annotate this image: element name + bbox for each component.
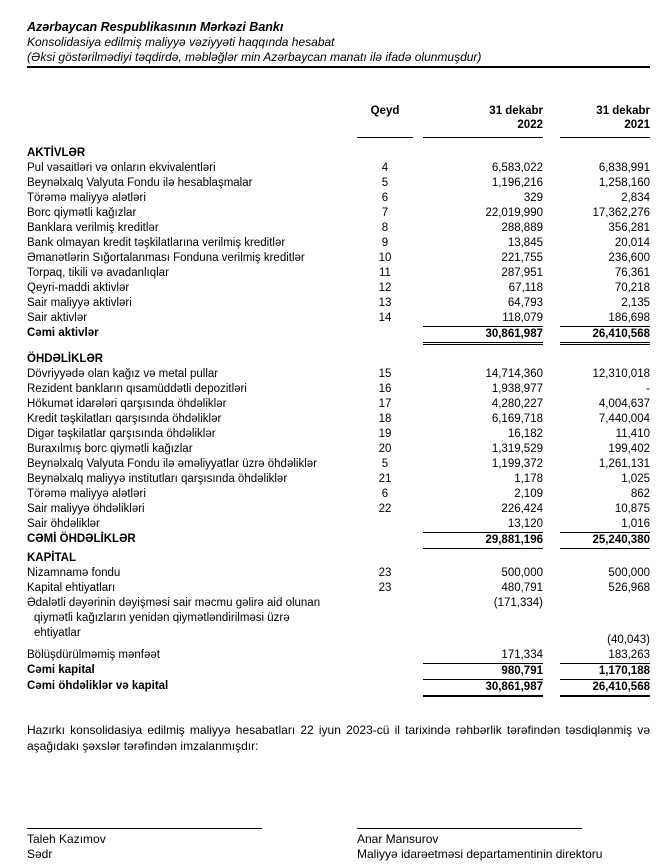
total-row (27, 663, 650, 679)
row-value-2021: 70,218 (614, 282, 650, 294)
row-value-2021: 11,410 (615, 428, 650, 440)
row-value-2022: 287,951 (501, 267, 543, 279)
total-row (27, 326, 650, 345)
column-header-2022-line2: 2022 (517, 119, 543, 131)
table-row (27, 596, 650, 648)
row-note: 14 (378, 312, 392, 324)
row-label: Nizamnamə fondu (27, 567, 121, 579)
table-row (27, 176, 650, 191)
signer-name: Anar Mansurov (357, 832, 439, 846)
row-note: 21 (378, 473, 392, 485)
table-column-headers (27, 104, 650, 138)
row-value-2021: 199,402 (608, 443, 650, 455)
row-note: 19 (378, 428, 392, 440)
row-value-2022: 30,861,987 (423, 679, 543, 697)
signature-line (27, 828, 262, 829)
statement-subtitle: Konsolidasiya edilmiş maliyyə vəziyyəti haqqında hesabat (27, 35, 335, 49)
table-row (27, 382, 650, 397)
row-value-2021: 186,698 (608, 312, 650, 324)
row-value-2021: 1,025 (621, 473, 650, 485)
row-label: Pul vəsaitləri və onların ekvivalentləri (27, 162, 216, 174)
row-label: Əmanətlərin Sığortalanması Fonduna verilmiş kreditlər (27, 252, 305, 264)
row-note: 15 (378, 368, 392, 380)
row-value-2022: 22,019,990 (485, 207, 543, 219)
signer-name: Taleh Kazımov (27, 832, 106, 846)
section-header-row (27, 146, 650, 161)
row-label: Dövriyyədə olan kağız və metal pullar (27, 368, 219, 380)
row-label: Hökumət idarələri qarşısında öhdəliklər (27, 398, 227, 410)
table-row (27, 472, 650, 487)
row-label: Banklara verilmiş kreditlər (27, 222, 159, 234)
table-row (27, 311, 650, 326)
table-row (27, 412, 650, 427)
row-value-2022: 13,845 (507, 237, 543, 249)
row-value-2021: 76,361 (614, 267, 650, 279)
table-row (27, 236, 650, 251)
row-value-2021: 10,875 (614, 503, 650, 515)
row-note: 5 (381, 458, 389, 470)
row-value-2021: - (646, 383, 650, 395)
row-note: 11 (379, 267, 391, 279)
row-note: 17 (378, 398, 392, 410)
row-note: 8 (381, 222, 389, 234)
row-label: Cəmi öhdəliklər və kapital (27, 680, 169, 692)
row-value-2021: 1,258,160 (598, 177, 650, 189)
row-label: Cəmi kapital (27, 664, 95, 676)
row-value-2022: 226,424 (501, 503, 543, 515)
row-label: Kapital ehtiyatları (27, 582, 116, 594)
row-value-2021: 1,016 (621, 518, 650, 530)
row-value-2022: 67,118 (508, 282, 543, 294)
row-value-2021: 862 (630, 488, 650, 500)
row-note: 13 (378, 297, 392, 309)
row-label: Kredit təşkilatları qarşısında öhdəliklər (27, 413, 222, 425)
row-label: Sair aktivlər (27, 312, 88, 324)
row-value-2022: 30,861,987 (423, 326, 543, 345)
signature-line (357, 828, 582, 829)
row-note: 22 (378, 503, 392, 515)
section-title: AKTİVLƏR (27, 147, 86, 159)
row-note: 23 (378, 567, 392, 579)
row-value-2022: 6,169,718 (491, 413, 543, 425)
table-row (27, 191, 650, 206)
row-value-2022: 329 (523, 192, 543, 204)
row-value-2021: 17,362,276 (592, 207, 650, 219)
section-header-row (27, 551, 650, 566)
column-header-2021 (560, 104, 650, 138)
row-value-2022: 1,178 (514, 473, 543, 485)
row-value-2021: 12,310,018 (592, 368, 650, 380)
row-label: Bölüşdürülməmiş mənfəət (27, 649, 160, 661)
row-value-2021: 183,263 (608, 649, 650, 661)
column-header-2022 (423, 104, 543, 138)
signature-finance-director (357, 828, 650, 862)
signer-title: Maliyyə idarəetməsi departamentinin direktoru (357, 847, 603, 861)
row-label: Bank olmayan kredit təşkilatlarına verilmiş kreditlər (27, 237, 286, 249)
row-value-2021: 1,170,188 (560, 663, 650, 679)
column-header-2021-line2: 2021 (624, 119, 650, 131)
row-note: 5 (381, 177, 389, 189)
row-note: 10 (378, 252, 392, 264)
row-value-2022: 16,182 (507, 428, 543, 440)
row-value-2022: 2,109 (514, 488, 543, 500)
row-value-2022: 288,889 (501, 222, 543, 234)
row-label: Sair maliyyə öhdəlikləri (27, 503, 145, 515)
total-row (27, 532, 650, 549)
table-row (27, 457, 650, 472)
table-row (27, 581, 650, 596)
row-value-2021: 25,240,380 (560, 532, 650, 549)
row-value-2021: 2,834 (621, 192, 650, 204)
row-note: 6 (381, 192, 389, 204)
row-label: Törəmə maliyyə alətləri (27, 192, 146, 204)
row-label: Cəmi aktivlər (27, 327, 99, 339)
row-value-2021: 500,000 (608, 567, 650, 579)
row-value-2021: (40,043) (607, 634, 650, 646)
row-label-line: qiymətli kağızların yenidən qiymətləndirilməsi üzrə (34, 612, 290, 624)
row-value-2022: 480,791 (501, 582, 543, 594)
row-note: 7 (381, 207, 389, 219)
row-label: Torpaq, tikili və avadanlıqlar (27, 267, 169, 279)
column-header-2021-line1: 31 dekabr (596, 105, 650, 117)
signature-block (27, 828, 650, 862)
row-label: Beynəlxalq Valyuta Fondu ilə əməliyyatlar üzrə öhdəliklər (27, 458, 317, 470)
row-value-2021: 20,014 (614, 237, 650, 249)
row-label: Buraxılmış borc qiymətli kağızlar (27, 443, 193, 455)
approval-paragraph: Hazırkı konsolidasiya edilmiş maliyyə hesabatları 22 iyun 2023-cü il tarixində rəhbərlik tərəfindən təsdiqlənmiş və aşağıdakı şəxslər tərəfindən imzalanmışdır: (27, 723, 650, 753)
row-label: Beynəlxalq maliyyə institutları qarşısında öhdəliklər (27, 473, 288, 485)
row-value-2022: 221,755 (501, 252, 543, 264)
row-label: Borc qiymətli kağızlar (27, 207, 137, 219)
row-value-2022: 1,319,529 (491, 443, 543, 455)
table-row (27, 161, 650, 176)
column-header-spacer (27, 104, 357, 138)
column-header-2022-line1: 31 dekabr (489, 105, 543, 117)
row-note: 23 (378, 582, 392, 594)
row-note: 4 (381, 162, 389, 174)
table-row (27, 487, 650, 502)
section-title: KAPİTAL (27, 552, 76, 564)
row-value-2022: 14,714,360 (485, 368, 543, 380)
table-row (27, 502, 650, 517)
row-label: Sair maliyyə aktivləri (27, 297, 132, 309)
table-row (27, 281, 650, 296)
row-label-line: ehtiyatlar (34, 627, 81, 639)
row-value-2022: 171,334 (501, 649, 543, 661)
bank-name-title: Azərbaycan Respublikasının Mərkəzi Bankı (27, 20, 284, 34)
row-value-2021: 6,838,991 (598, 162, 650, 174)
row-value-2021: 356,281 (608, 222, 650, 234)
row-value-2022: 118,079 (502, 312, 543, 324)
row-value-2021: 526,968 (608, 582, 650, 594)
table-row (27, 206, 650, 221)
row-value-2022: 64,793 (507, 297, 543, 309)
table-row (27, 566, 650, 581)
section-title: ÖHDƏLİKLƏR (27, 353, 104, 365)
row-value-2022: 980,791 (423, 663, 543, 679)
row-label: Qeyri-maddi aktivlər (27, 282, 130, 294)
row-value-2022: 13,120 (507, 518, 543, 530)
table-row (27, 648, 650, 663)
row-value-2021: 236,600 (608, 252, 650, 264)
row-value-2021: 7,440,004 (598, 413, 650, 425)
row-label: Sair öhdəliklər (27, 518, 100, 530)
row-value-2022: 1,938,977 (491, 383, 543, 395)
row-value-2022: 6,583,022 (491, 162, 543, 174)
row-label: Beynəlxalq Valyuta Fondu ilə hesablaşmalar (27, 177, 253, 189)
row-label: CƏMİ ÖHDƏLİKLƏR (27, 533, 136, 545)
row-value-2021: 2,135 (621, 297, 650, 309)
table-row (27, 397, 650, 412)
balance-sheet-table (27, 146, 650, 697)
column-header-note: Qeyd (357, 104, 413, 138)
currency-note: (Əksi göstərilmədiyi təqdirdə, məbləğlər min Azərbaycan manatı ilə ifadə olunmuşdur) (27, 50, 482, 64)
row-value-2022: 4,280,227 (491, 398, 543, 410)
row-value-2022: 1,196,216 (491, 177, 543, 189)
row-value-2022: 500,000 (501, 567, 543, 579)
row-note: 18 (378, 413, 392, 425)
row-value-2022: (171,334) (493, 597, 543, 609)
signer-title: Sədr (27, 847, 53, 861)
row-note: 20 (378, 443, 392, 455)
row-note: 16 (378, 383, 392, 395)
document-header (27, 20, 650, 68)
row-note: 9 (381, 237, 389, 249)
row-value-2021: 1,261,131 (598, 458, 650, 470)
row-note: 6 (381, 488, 389, 500)
row-note: 12 (378, 282, 392, 294)
table-row (27, 221, 650, 236)
table-row (27, 296, 650, 311)
signature-governor (27, 828, 357, 862)
section-header-row (27, 352, 650, 367)
row-label (27, 596, 357, 641)
table-row (27, 367, 650, 382)
row-value-2021: 26,410,568 (560, 679, 650, 697)
row-value-2022: 1,199,372 (491, 458, 543, 470)
row-label: Digər təşkilatlar qarşısında öhdəliklər (27, 428, 216, 440)
row-label: Rezident bankların qısamüddətli depozitləri (27, 383, 247, 395)
row-value-2022: 29,881,196 (423, 532, 543, 549)
table-row (27, 266, 650, 281)
row-label: Törəmə maliyyə alətləri (27, 488, 146, 500)
row-label-line: Ədalətli dəyərinin dəyişməsi sair məcmu gəlirə aid olunan (27, 597, 321, 609)
table-row (27, 427, 650, 442)
table-row (27, 442, 650, 457)
table-row (27, 517, 650, 532)
row-value-2021: 4,004,637 (598, 398, 650, 410)
total-row (27, 679, 650, 697)
row-value-2021: 26,410,568 (560, 326, 650, 345)
table-row (27, 251, 650, 266)
